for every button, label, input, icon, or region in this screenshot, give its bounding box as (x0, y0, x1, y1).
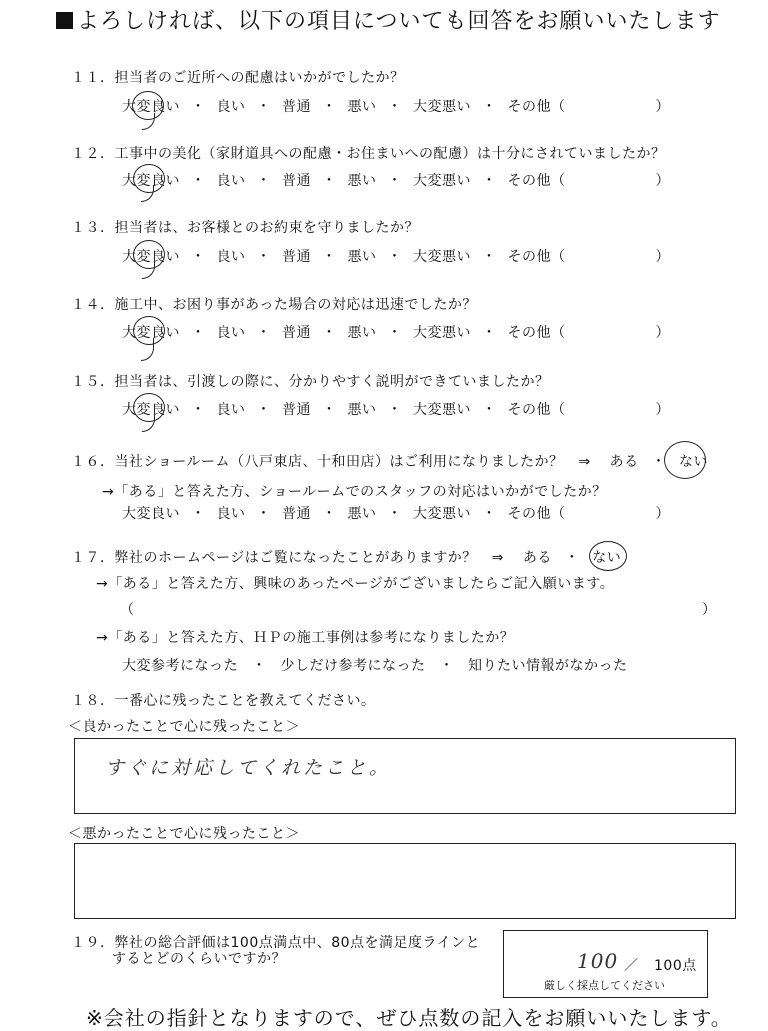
option-bad[interactable]: 悪い (347, 173, 377, 189)
separator: ・ (482, 99, 497, 115)
option-bad[interactable]: 悪い (347, 402, 377, 418)
option-other-close: ） (655, 402, 670, 418)
separator: ・ (651, 454, 667, 470)
option-very-good[interactable]: 大変良い (122, 173, 180, 189)
good-memory-answer: すぐに対応してくれたこと。 (105, 757, 392, 779)
separator: ・ (387, 402, 402, 418)
separator: ・ (482, 173, 497, 189)
question-17-close-paren: ） (702, 602, 717, 618)
question-12: １２．工事中の美化（家財道具への配慮・お住まいへの配慮）は十分にされていましたか？ (71, 146, 666, 162)
bad-memory-answer-box[interactable] (74, 843, 736, 919)
answer-yes[interactable]: ある (609, 454, 639, 470)
separator: ・ (191, 173, 206, 189)
question-18: １８．一番心に残ったことを教えてください。 (71, 693, 376, 709)
option-other[interactable]: その他（ (507, 325, 566, 341)
question-16 (71, 451, 708, 471)
option-very-good[interactable]: 大変良い (122, 249, 180, 265)
score-box[interactable] (503, 930, 708, 998)
question-16-text: １６．当社ショールーム（八戸東店、十和田店）はご利用になりましたか？ (71, 454, 564, 470)
score-slash: ／ (624, 958, 639, 974)
good-memory-label: ＜良かったことで心に残ったこと＞ (68, 719, 300, 735)
arrow-icon: ⇒ (491, 550, 504, 566)
option-average[interactable]: 普通 (282, 249, 311, 265)
option-bad[interactable]: 悪い (347, 249, 377, 265)
question-11-options (122, 96, 670, 116)
separator: ・ (256, 402, 271, 418)
question-16-followup: →「ある」と答えた方、ショールームでのスタッフの対応はいかがでしたか？ (102, 484, 607, 500)
option-very-good[interactable]: 大変良い (122, 325, 180, 341)
question-13: １３．担当者は、お客様とのお約束を守りましたか？ (71, 220, 419, 236)
separator: ・ (256, 325, 271, 341)
selection-circle-q16 (664, 441, 706, 479)
separator: ・ (256, 173, 271, 189)
option-good[interactable]: 良い (216, 402, 246, 418)
heading-text: よろしければ、以下の項目についても回答をお願いいたします (77, 9, 721, 34)
separator: ・ (191, 99, 206, 115)
option-other-close: ） (655, 249, 670, 265)
question-12-options (122, 170, 670, 190)
separator: ・ (191, 325, 206, 341)
option-good[interactable]: 良い (216, 325, 246, 341)
option-very-bad[interactable]: 大変悪い (413, 506, 471, 522)
separator: ・ (256, 249, 271, 265)
option-other[interactable]: その他（ (507, 506, 566, 522)
separator: ・ (191, 249, 206, 265)
option-very-bad[interactable]: 大変悪い (413, 173, 471, 189)
separator: ・ (387, 99, 402, 115)
separator: ・ (564, 550, 580, 566)
option-average[interactable]: 普通 (282, 325, 311, 341)
separator: ・ (256, 506, 271, 522)
question-15-options (122, 399, 670, 419)
option-bad[interactable]: 悪い (347, 99, 377, 115)
question-19-line-2: するとどのくらいですか？ (112, 951, 286, 967)
separator: ・ (322, 99, 337, 115)
option-bad[interactable]: 悪い (347, 325, 377, 341)
option-very-good[interactable]: 大変良い (122, 99, 180, 115)
selection-circle-tail (142, 415, 155, 432)
option-very-bad[interactable]: 大変悪い (413, 325, 471, 341)
separator: ・ (322, 402, 337, 418)
question-11: １１．担当者のご近所への配慮はいかがでしたか？ (71, 70, 405, 86)
option-other[interactable]: その他（ (507, 99, 566, 115)
selection-circle-tail (141, 338, 154, 361)
option-bad[interactable]: 悪い (347, 506, 377, 522)
option-very-bad[interactable]: 大変悪い (413, 99, 471, 115)
separator: ・ (322, 249, 337, 265)
arrow-icon: ⇒ (578, 454, 591, 470)
separator: ・ (191, 506, 206, 522)
option-not-helpful[interactable]: 知りたい情報がなかった (468, 658, 628, 674)
question-15: １５．担当者は、引渡しの際に、分かりやすく説明ができていましたか？ (71, 374, 550, 390)
option-very-bad[interactable]: 大変悪い (413, 249, 471, 265)
separator: ・ (322, 173, 337, 189)
option-average[interactable]: 普通 (282, 506, 311, 522)
separator: ・ (387, 249, 402, 265)
separator: ・ (387, 173, 402, 189)
answer-no[interactable]: ない (679, 454, 708, 470)
option-slightly-helpful[interactable]: 少しだけ参考になった (280, 658, 426, 674)
separator: ・ (482, 325, 497, 341)
separator: ・ (256, 99, 271, 115)
option-other-close: ） (655, 99, 670, 115)
selection-circle-tail (142, 262, 155, 279)
question-14-options (122, 322, 670, 342)
answer-yes[interactable]: ある (522, 550, 552, 566)
separator: ・ (439, 658, 454, 674)
question-17-text: １７．弊社のホームページはご覧になったことがありますか？ (71, 550, 477, 566)
option-other[interactable]: その他（ (507, 402, 566, 418)
black-square-icon (56, 12, 73, 29)
option-very-helpful[interactable]: 大変参考になった (122, 658, 238, 674)
option-good[interactable]: 良い (216, 173, 246, 189)
separator: ・ (252, 658, 267, 674)
separator: ・ (482, 249, 497, 265)
question-19-line-1: １９．弊社の総合評価は100点満点中、80点を満足度ラインと (71, 935, 481, 951)
option-very-bad[interactable]: 大変悪い (413, 402, 471, 418)
question-14: １４．施工中、お困り事があった場合の対応は迅速でしたか？ (71, 297, 477, 313)
good-memory-answer-box[interactable] (74, 738, 736, 814)
answer-no[interactable]: ない (592, 550, 622, 566)
score-note: 厳しく採点してください (544, 979, 665, 992)
option-average[interactable]: 普通 (282, 402, 311, 418)
score-max: 100点 (654, 958, 697, 974)
separator: ・ (322, 506, 337, 522)
option-other-close: ） (655, 506, 670, 522)
option-other-close: ） (655, 325, 670, 341)
option-other-close: ） (655, 173, 670, 189)
selection-circle-q17 (589, 541, 627, 571)
separator: ・ (387, 506, 402, 522)
option-average[interactable]: 普通 (282, 173, 311, 189)
option-very-good[interactable]: 大変良い (122, 402, 180, 418)
option-other[interactable]: その他（ (507, 249, 566, 265)
question-17-followup-1: →「ある」と答えた方、興味のあったページがございましたらご記入願います。 (96, 576, 615, 592)
separator: ・ (482, 402, 497, 418)
option-good[interactable]: 良い (216, 99, 246, 115)
score-value: 100 (577, 949, 619, 973)
footer-note: ※会社の指針となりますので、ぜひ点数の記入をお願いいたします。 (86, 1006, 732, 1030)
question-16-options (122, 503, 670, 523)
option-good[interactable]: 良い (216, 506, 246, 522)
separator: ・ (482, 506, 497, 522)
question-17-followup-2: →「ある」と答えた方、ＨＰの施工事例は参考になりましたか？ (96, 630, 515, 646)
question-17-open-paren: （ (120, 602, 135, 618)
separator: ・ (191, 402, 206, 418)
option-very-good[interactable]: 大変良い (122, 506, 180, 522)
selection-circle-tail (141, 185, 154, 202)
survey-heading (56, 4, 721, 35)
bad-memory-label: ＜悪かったことで心に残ったこと＞ (68, 826, 300, 842)
question-17-options (122, 655, 628, 675)
separator: ・ (322, 325, 337, 341)
question-17 (71, 547, 621, 567)
question-13-options (122, 246, 670, 266)
option-good[interactable]: 良い (216, 249, 246, 265)
option-average[interactable]: 普通 (282, 99, 311, 115)
selection-circle-tail (142, 113, 155, 130)
separator: ・ (387, 325, 402, 341)
option-other[interactable]: その他（ (507, 173, 566, 189)
